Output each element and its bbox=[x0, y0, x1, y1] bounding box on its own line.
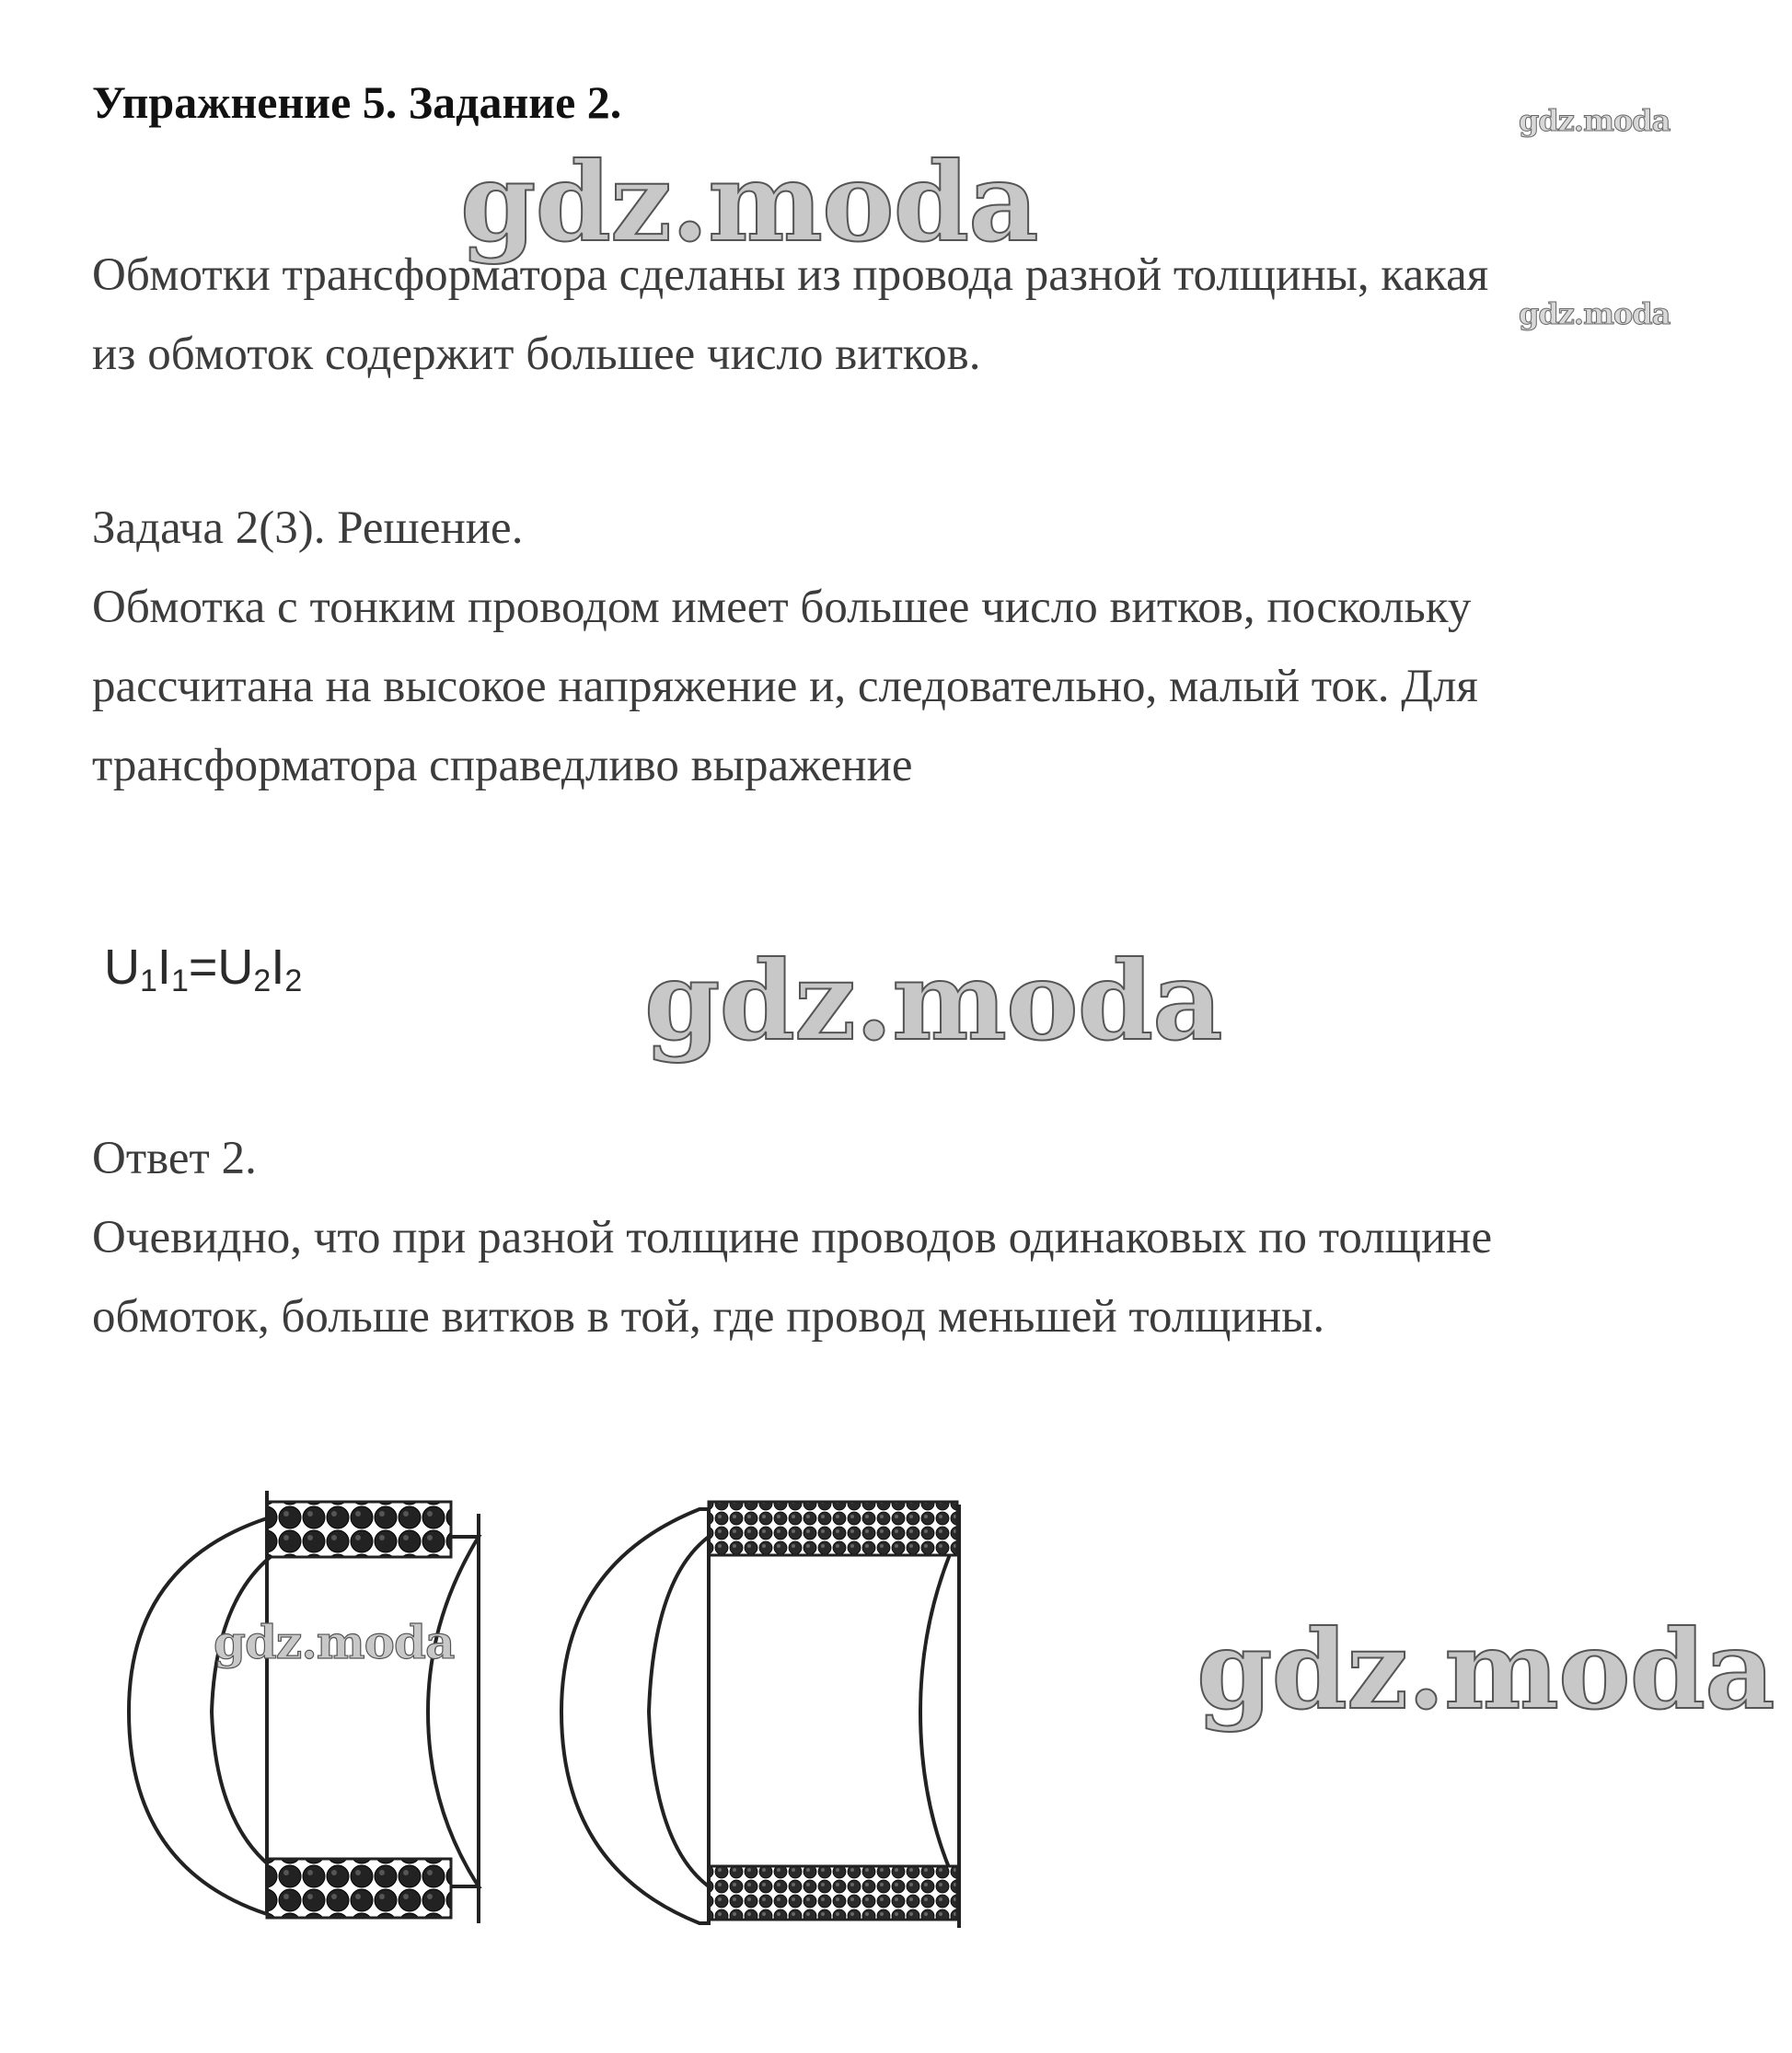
thin-wire-coil bbox=[561, 1502, 959, 1928]
thick-wire-coil bbox=[129, 1491, 479, 1923]
answer-line: Очевидно, что при разной толщине проводов одинаковых по толщине bbox=[92, 1212, 1493, 1263]
transformer-windings-illustration bbox=[110, 1482, 994, 1960]
watermark-illustration: gdz.moda bbox=[214, 1615, 455, 1669]
answer-title: Ответ 2. bbox=[92, 1133, 257, 1184]
solution-line: рассчитана на высокое напряжение и, следовательно, малый ток. Для bbox=[92, 661, 1478, 712]
question-line: из обмоток содержит большее число витков. bbox=[92, 329, 981, 380]
question-line: Обмотки трансформатора сделаны из провода разной толщины, какая bbox=[92, 249, 1489, 301]
solution-title: Задача 2(3). Решение. bbox=[92, 502, 524, 554]
answer-line: обмоток, больше витков в той, где провод меньшей толщины. bbox=[92, 1291, 1325, 1343]
watermark-bottom-right: gdz.moda bbox=[1197, 1606, 1775, 1734]
solution-line: Обмотка с тонким проводом имеет большее число витков, поскольку bbox=[92, 582, 1472, 633]
exercise-heading: Упражнение 5. Задание 2. bbox=[92, 76, 622, 128]
transformer-formula: $U_1I_1=U_2I_2$ bbox=[104, 940, 303, 998]
watermark-top-center: gdz.moda bbox=[460, 138, 1038, 266]
watermark-center: gdz.moda bbox=[644, 937, 1222, 1065]
watermark-right-mid: gdz.moda bbox=[1519, 296, 1671, 331]
solution-block bbox=[92, 489, 1478, 805]
answer-block bbox=[92, 1119, 1492, 1356]
watermark-top-right: gdz.moda bbox=[1519, 103, 1671, 138]
solution-line: трансформатора справедливо выражение bbox=[92, 740, 913, 791]
question-text bbox=[92, 236, 1488, 394]
